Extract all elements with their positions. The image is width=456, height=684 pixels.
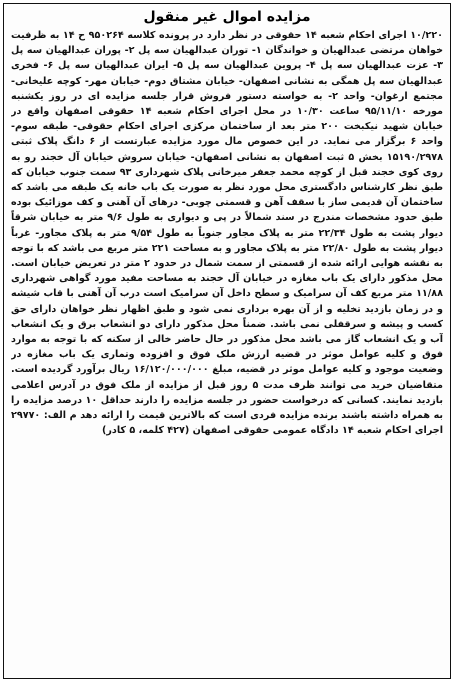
auction-notice — [3, 3, 451, 679]
notice-title: مزایده اموال غیر منقول — [143, 9, 311, 25]
notice-body: ۱۰/۲۲۰ اجرای احکام شعبه ۱۴ حقوقی در نظر دارد در پرونده کلاسه ۹۵۰۲۶۴ ح ۱۴ به ظرفیت خواهان مرتضی عبدالهیان و خواندگان ۱- توران عبدالهیان سه پل ۲- پوران عبدالهیان سه پل ۳- عزت عبدالهیان سه پل ۴- پروین عبدالهیان سه پل ۵- ایران عبدالهیان سه پل ۶- فخری عبدالهیان سه پل همگی به نشانی اصفهان- خیابان مشتاق دوم- خیابان مهر- کوچه علیخانی- مجتمع ارغوان- واحد ۲- به خواسته دستور فروش قرار جلسه مزایده ای در روز یکشنبه مورخه ۹۵/۱۱/۱۰ ساعت ۱۰/۳۰ در محل اجرای احکام شعبه ۱۴ حقوقی اصفهان واقع در خیابان شهید نیکبخت ۲۰۰ متر بعد از ساختمان مرکزی اجرای احکام حقوقی- طبقه سوم- واحد ۶ برگزار می نماید. در این خصوص مال مورد مزایده عبارتست از ۶ دانگ پلاک ثبتی ۱۵۱۹۰/۲۹۷۸ بخش ۵ ثبت اصفهان به نشانی اصفهان- خیابان سروش خیابان آل خجند رو به روی کوی خجند قبل از کوچه محمد جعفر میرخانی پلاک شهرداری ۹۳ سمت جنوب خیابان که طبق نظر کارشناس دادگستری محل مورد نظر به صورت یک باب خانه یک طبقه می باشد که ساختمان آن قدیمی ساز با سقف آهن و قسمتی چوبی- درهای آن آهنی و کف موزائیک بوده طبق حدود مشخصات مندرج در سند شمالاً در پی و دیواری به طول ۹/۶ متر به خیابان شرقاً دیوار پشت به طول ۲۲/۳۴ متر به پلاک مجاور جنوباً به طول ۹/۵۴ متر به پلاک مجاور- غرباً دیوار پشت به طول ۲۲/۸۰ متر به پلاک مجاور و به مساحت ۲۲۱ متر مربع می باشد که با توجه به نقشه هوایی ارائه شده از قسمتی از سمت شمال در حدود ۲ متر در تعریض خیابان است. محل مذکور دارای یک باب مغازه در خیابان آل خجند به مساحت مفید مورد گواهی شهرداری ۱۱/۸۸ متر مربع کف آن سرامیک و سطح داخل آن سرامیک است درب آن آهنی با قاب شیشه و در زمان بازدید تخلیه و از آن بهره برداری نمی شود و طبق اظهار نظر خواهان دارای حق کسب و پیشه و سرقفلی نمی باشد. ضمناً محل مذکور دارای دو انشعاب برق و یک انشعاب آب و یک انشعاب گاز می باشد محل مذکور در حال حاضر خالی از سکنه که با توجه به موارد فوق و کلیه عوامل موثر در قضیه ارزش ملک فوق و افزوده وتماری یک باب مغازه در وضعیت موجود و کلیه عوامل موثر در قضیه، مبلغ ۱۶/۱۲۰/۰۰۰/۰۰۰ ریال برآورد گردیده است. متقاضیان خرید می توانند ظرف مدت ۵ روز قبل از مزایده از ملک فوق در آدرس اعلامی بازدید نمایند. کسانی که درخواست حضور در جلسه مزایده را دارند حداقل ۱۰ درصد مزایده را به همراه داشته باشند برنده مزایده فردی است که بالاترین قیمت را ارائه دهد م الف: ۲۹۷۷۰ اجرای احکام شعبه ۱۴ دادگاه عمومی حقوقی اصفهان (۴۲۷ کلمه، ۵ کادر) — [11, 30, 443, 437]
